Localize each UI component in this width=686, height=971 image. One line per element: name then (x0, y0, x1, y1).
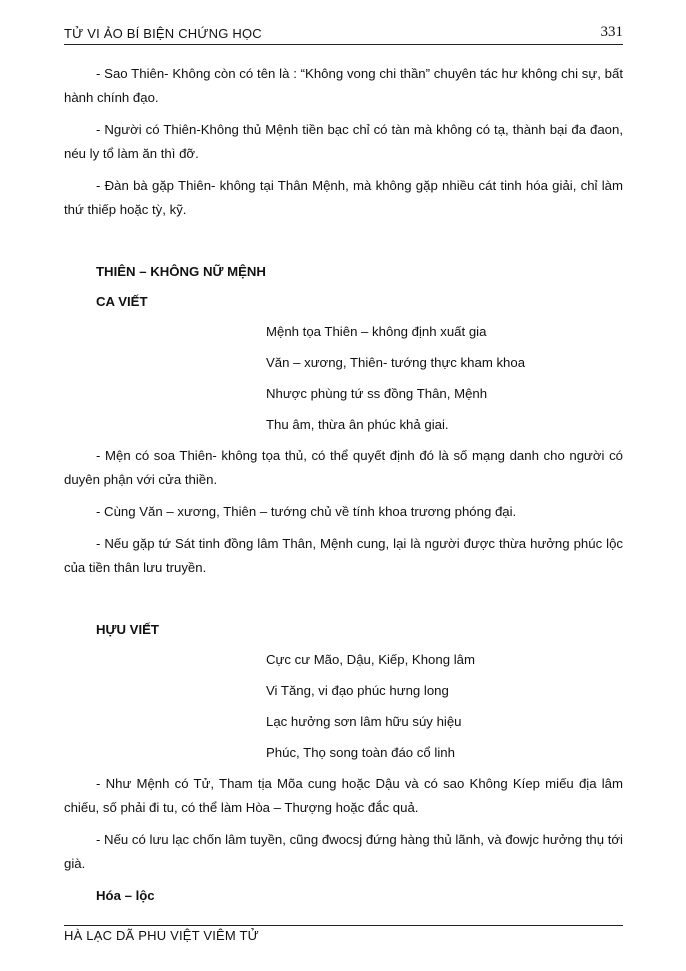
intro-paragraph-1: - Sao Thiên- Không còn có tên là : “Không vong chi thần” chuyên tác hư không chi sự, bất hành chính đạo. (64, 66, 623, 105)
page-header (64, 22, 623, 45)
body-paragraph: - Nếu gặp tứ Sát tinh đồng lâm Thân, Mệnh cung, lại là người được thừa hưởng phúc lộc của tiền thân lưu truyền. (64, 536, 623, 575)
page-footer (64, 925, 623, 943)
poem-line: Cực cư Mão, Dậu, Kiếp, Khong lâm (266, 652, 475, 667)
poem-line: Văn – xương, Thiên- tướng thực kham khoa (266, 355, 526, 370)
section-heading: THIÊN – KHÔNG NỮ MỆNH (96, 264, 266, 279)
poem-block (64, 648, 623, 765)
body-paragraph: - Nếu có lưu lạc chốn lâm tuyền, cũng đwocsj đứng hàng thủ lãnh, và đowjc hưởng thụ tới già. (64, 832, 623, 871)
poem-line: Thu âm, thừa ân phúc khả giai. (266, 417, 449, 432)
body-paragraph: - Cùng Văn – xương, Thiên – tướng chủ về tính khoa trương phóng đại. (96, 504, 517, 519)
page-content (64, 62, 623, 908)
section-heading: Hóa – lộc (96, 888, 155, 903)
header-title: TỬ VI ẢO BÍ BIỆN CHỨNG HỌC (64, 26, 262, 41)
poem-line: Nhược phùng tứ ss đồng Thân, Mệnh (266, 386, 488, 401)
poem-line: Vi Tăng, vi đạo phúc hưng long (266, 683, 449, 698)
poem-line: Lạc hưởng sơn lâm hữu súy hiệu (266, 714, 462, 729)
poem-line: Mệnh tọa Thiên – không định xuất gia (266, 324, 487, 339)
intro-paragraph-3: - Đàn bà gặp Thiên- không tại Thân Mệnh, mà không gặp nhiều cát tinh hóa giải, chỉ làm thứ thiếp hoặc tỳ, kỹ. (64, 178, 623, 217)
intro-paragraph-2: - Người có Thiên-Không thủ Mệnh tiền bạc chỉ có tàn mà không có tạ, thành bại đa đaon, néu ly tổ làm ăn thì đỡ. (64, 122, 623, 161)
section-heading: HỰU VIẾT (96, 622, 159, 637)
section-subheading: CA VIẾT (96, 294, 148, 309)
page-number: 331 (600, 24, 623, 40)
poem-line: Phúc, Thọ song toàn đáo cổ linh (266, 745, 455, 760)
body-paragraph: - Mện có soa Thiên- không tọa thủ, có thể quyết định đó là số mạng danh cho người có duyên phận với cửa thiền. (64, 448, 623, 487)
poem-block (64, 320, 623, 437)
footer-text: HÀ LẠC DÃ PHU VIỆT VIÊM TỬ (64, 928, 259, 943)
body-paragraph: - Như Mệnh có Tử, Tham tịa Mõa cung hoặc Dậu và có sao Không Kíep miếu địa lâm chiếu, số phải đi tu, có thể làm Hòa – Thượng hoặc đắc quả. (64, 776, 623, 815)
